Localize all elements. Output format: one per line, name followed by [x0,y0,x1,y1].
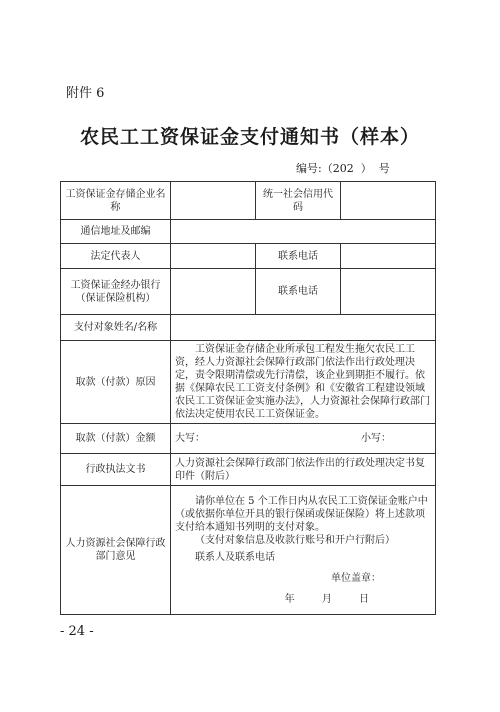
address-label: 通信地址及邮编 [61,220,171,244]
table-row [61,454,436,486]
contact-label: 联系人及联系电话 [195,551,275,563]
bank-phone-label: 联系电话 [256,269,341,315]
company-name-label: 工资保证金存储企业名称 [61,182,171,220]
amount-lower-label: 小写： [361,433,391,444]
table-row [61,315,436,341]
document-text: 人力资源社会保障行政部门依法作出的行政处理决定书复印件（附后） [171,454,436,486]
amount-cell [171,424,436,454]
table-row [61,244,436,269]
legal-rep-phone-value [341,244,436,269]
table-row [61,424,436,454]
credit-code-value [341,182,436,220]
credit-code-label: 统一社会信用代码 [256,182,341,220]
legal-rep-label: 法定代表人 [61,244,171,269]
address-value [171,220,436,244]
date-label: 年 月 日 [284,593,381,605]
payee-label: 支付对象姓名/名称 [61,315,171,341]
table-row [61,341,436,424]
attachment-label: 附件 6 [66,86,105,101]
amount-label: 取款（付款）金额 [61,424,171,454]
reason-label: 取款（付款）原因 [61,341,171,424]
table-row [61,220,436,244]
legal-rep-value [171,244,256,269]
table-row [61,182,436,220]
opinion-paragraph: 请你单位在 5 个工作日内从农民工工资保证金账户中（或依据你单位开具的银行保函或保证保险）将上述款项支付给本通知书列明的支付对象。 [175,495,428,533]
document-number: 编号:（202 ） 号 [296,162,390,175]
notice-form-table [60,181,436,615]
opinion-cell [171,486,436,615]
table-row [61,269,436,315]
opinion-attachment-note: （支付对象信息及收款行账号和开户行附后） [195,534,395,546]
company-name-value [171,182,256,220]
bank-value [171,269,256,315]
document-label: 行政执法文书 [61,454,171,486]
reason-text: 工资保证金存储企业所承包工程发生拖欠农民工工资，经人力资源社会保障行政部门依法作出行政处理决定，责令限期清偿或先行清偿，该企业到期拒不履行。依据《保障农民工工资支付条例》和《安徽省工程建设领域农民工工资保证金实施办法》，人力资源社会保障行政部门依法决定使用农民工工资保证金。 [171,341,436,424]
opinion-label: 人力资源社会保障行政部门意见 [61,486,171,615]
seal-label: 单位盖章： [331,572,381,584]
document-title: 农民工工资保证金支付通知书（样本） [79,126,420,148]
table-row [61,486,436,615]
bank-phone-value [341,269,436,315]
page-number: - 24 - [60,624,94,639]
legal-rep-phone-label: 联系电话 [256,244,341,269]
bank-label: 工资保证金经办银行（保证保险机构） [61,269,171,315]
payee-value [171,315,436,341]
amount-upper-label: 大写： [175,433,205,444]
